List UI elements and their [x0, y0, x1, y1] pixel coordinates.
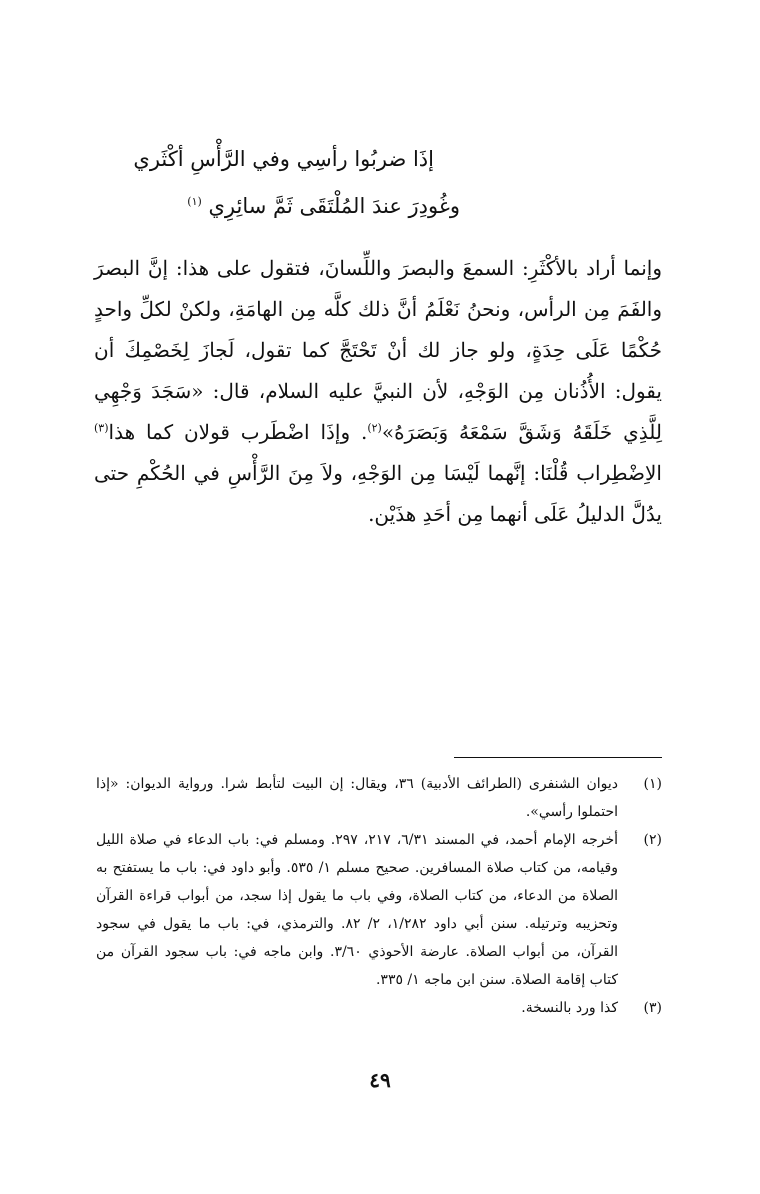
- footnote-item: [96, 826, 662, 994]
- footnote-number: (١): [643, 776, 662, 792]
- verse-line-2: [100, 190, 460, 224]
- footnote-item: [96, 770, 662, 826]
- paragraph-text: [94, 248, 662, 535]
- footnote-divider: [454, 757, 662, 758]
- footnote-number: (٢): [643, 832, 662, 848]
- footnote-text: أخرجه الإمام أحمد، في المسند ٦/٣١، ٢١٧، ٢٩٧. ومسلم في: باب الدعاء في صلاة الليل وقيامه، من كتاب صلاة المسافرين. صحيح مسلم ١/ ٥٣٥. وأبو داود في: باب ما يستفتح به الصلاة من الدعاء، من كتاب الصلاة، وفي باب ما يقول إذا سجد، من أبواب قراءة القرآن وتحزيبه وترتيله. سنن أبي داود ١/٢٨٢، ٢/ ٨٢. والترمذي، في: باب ما يقول في سجود القرآن، من أبواب الصلاة. عارضة الأحوذي ٣/٦٠. وابن ماجه في: باب سجود القرآن من كتاب إقامة الصلاة. سنن ابن ماجه ١/ ٣٣٥.: [96, 832, 619, 988]
- verse-line-1: [104, 143, 434, 177]
- footnotes: [96, 770, 662, 1022]
- footnote-reference: (٢): [367, 421, 382, 435]
- verse-text: وغُودِرَ عندَ المُلْتَقَى ثَمَّ سائِرِي: [208, 194, 460, 218]
- footnote-number: (٣): [643, 1000, 662, 1016]
- footnote-reference: (١): [187, 195, 202, 208]
- verse-text: إذَا ضربُوا رأسِي وفي الرَّأْسِ أكْثَري: [133, 147, 434, 171]
- footnote-text: ديوان الشنفرى (الطرائف الأدبية) ٣٦، ويقال: إن البيت لتأبط شرا. ورواية الديوان: «إذا احتملوا رأسي».: [96, 776, 618, 820]
- footnote-item: [96, 994, 662, 1022]
- paragraph-part: . وإذَا اضْطَرب قولان كما هذا: [108, 420, 368, 444]
- footnote-reference: (٣): [94, 421, 109, 435]
- paragraph-part: الاِضْطِراب قُلْنَا: إنَّهما لَيْسَا مِن الوَجْهِ، ولاَ مِنَ الرَّأْسِ في الحُكْمِ حتى يدُلَّ الدليلُ عَلَى أنهما مِن أحَدِ هذَيْن.: [94, 461, 662, 526]
- paragraph-part: وإنما أراد بالأكْثَرِ: السمعَ والبصرَ واللِّسانَ، فتقول على هذا: إنَّ البصرَ والفَمَ مِن الرأس، ونحنُ نَعْلَمُ أنَّ ذلك كلَّه مِن الهامَةِ، ولكنْ لكلِّ واحدٍ حُكْمًا عَلَى حِدَةٍ، ولو جاز لك أنْ تَحْتَجَّ كما تقول، لَجازَ لِخَصْمِكَ أن يقول: الأُذُنان مِن الوَجْهِ، لأن النبيَّ عليه السلام، قال: «سَجَدَ وَجْهِي لِلَّذِي خَلَقَهُ وَشَقَّ سَمْعَهُ وَبَصَرَهُ»: [94, 256, 662, 444]
- footnote-text: كذا ورد بالنسخة.: [521, 1000, 618, 1016]
- main-paragraph: [94, 248, 662, 535]
- page-number: ٤٩: [369, 1068, 391, 1092]
